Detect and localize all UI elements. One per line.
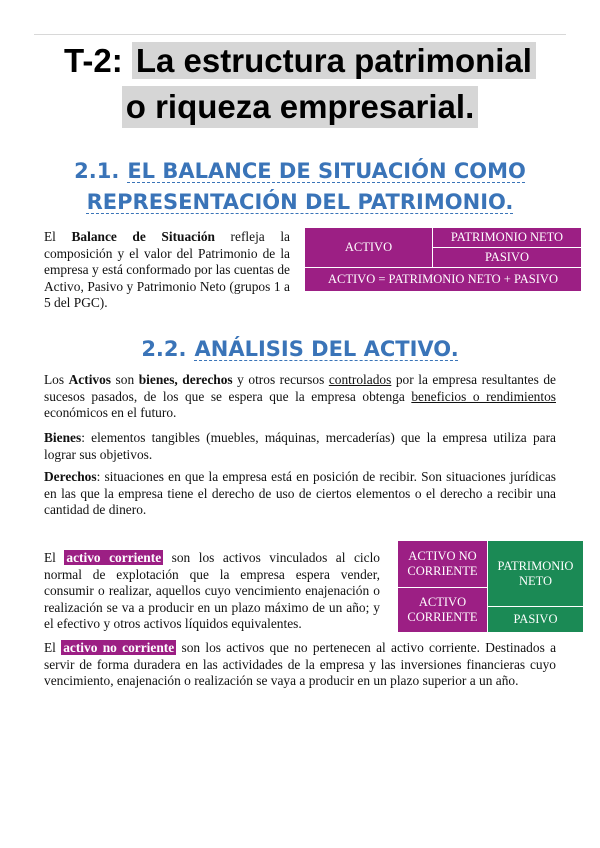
balance-paragraph: El Balance de Situación refleja la composición y el valor del Patrimonio de la empresa y está conformado por las cuentas de Activo, Pasivo y Patrimonio Neto (grupos 1 a 5 del PGC). [44, 229, 290, 310]
section-title-line1: EL BALANCE DE SITUACIÓN COMO [127, 159, 526, 183]
cell-equation: ACTIVO = PATRIMONIO NETO + PASIVO [305, 268, 582, 292]
activo-no-corriente-highlight: activo no corriente [63, 640, 175, 655]
activo-corriente-paragraph: El activo corriente son los activos vinculados al ciclo normal de explotación que la empresa espera vender, consumir o realizar, aquellos cuyo vencimiento enajenación o realización se va a producir en un plazo máximo de un año; y el efectivo y otros activos líquidos equivalentes. [44, 550, 380, 631]
title-line1: La estructura patrimonial [132, 42, 536, 79]
activo-corriente-highlight: activo corriente [66, 550, 162, 565]
cell-activo-no-corriente: ACTIVO NO CORRIENTE [398, 541, 488, 588]
title-line2: o riqueza empresarial. [122, 86, 478, 128]
section-title-line2: REPRESENTACIÓN DEL PATRIMONIO. [86, 190, 514, 214]
cell-patrimonio-neto: PATRIMONIO NETO [488, 541, 584, 607]
cell-activo: ACTIVO [305, 228, 433, 268]
balance-table [304, 227, 582, 292]
section-heading-activo [0, 334, 600, 365]
cell-patrimonio-neto: PATRIMONIO NETO [433, 228, 582, 248]
cell-pasivo: PASIVO [433, 248, 582, 268]
section-number: 2.2. [141, 337, 187, 361]
cell-pasivo: PASIVO [488, 607, 584, 633]
bienes-paragraph: Bienes: elementos tangibles (muebles, máquinas, mercaderías) que la empresa utiliza para lograr sus objetivos. [44, 430, 556, 462]
section-heading-balance [0, 156, 600, 218]
activo-no-corriente-paragraph: El activo no corriente son los activos que no pertenecen al activo corriente. Destinados a servir de forma duradera en las actividades de la empresa y las inversiones financieras cuyo vencimiento, enajenación o realización se vaya a producir en un plazo superior a un año. [44, 640, 557, 688]
section-number: 2.1. [74, 159, 120, 183]
activos-paragraph: Los Activos son bienes, derechos y otros recursos controlados por la empresa resultantes de sucesos pasados, de los que se espera que la empresa obtenga beneficios o rendimientos económicos en el futuro. [44, 372, 556, 420]
derechos-paragraph: Derechos: situaciones en que la empresa está en posición de recibir. Son situaciones jurídicas en las que la empresa tiene el derecho de uso de ciertos elementos o el derecho a recibir una cantidad de dinero. [44, 469, 556, 517]
cell-activo-corriente: ACTIVO CORRIENTE [398, 588, 488, 633]
page-title [0, 40, 600, 128]
title-prefix: T-2: [64, 42, 123, 79]
top-rule [34, 34, 566, 35]
section-title: ANÁLISIS DEL ACTIVO. [194, 337, 459, 361]
activo-balance-table [397, 540, 584, 633]
